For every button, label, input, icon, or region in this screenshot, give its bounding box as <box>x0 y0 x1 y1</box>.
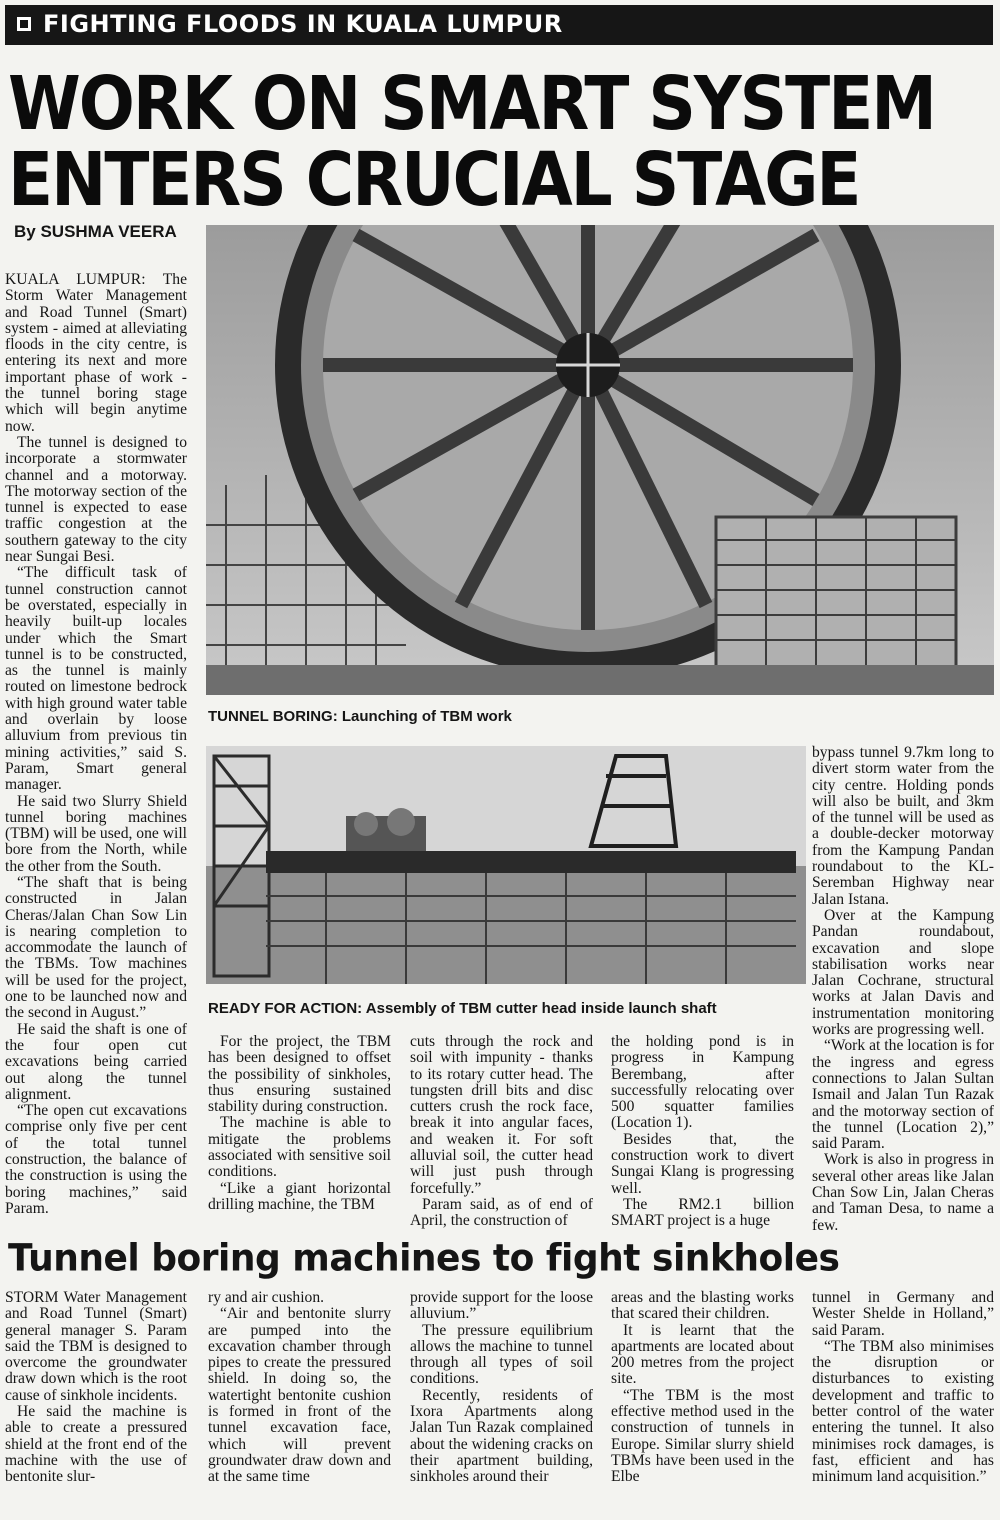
photo-launch-shaft <box>206 746 806 984</box>
photo-caption-1: TUNNEL BORING: Launching of TBM work <box>208 708 512 725</box>
sub-article-column-3 <box>410 1290 593 1486</box>
sub-article-column-1 <box>5 1290 187 1486</box>
sub-article-column-2 <box>208 1290 391 1486</box>
paragraph: “The TBM also minimises the disruption or disturbances to existing development and traffic to better control of the water entering the tunnel. It also minimises rock damages, is fast, efficient and has minimum land acquisition.” <box>812 1337 994 1486</box>
paragraph: The machine is able to mitigate the problems associated with sensitive soil conditions. <box>208 1114 391 1181</box>
paragraph: Recently, residents of Ixora Apartments along Jalan Tun Razak complained about the widening cracks on their apartment building, sinkholes around their <box>410 1386 593 1486</box>
paragraph: It is learnt that the apartments are located about 200 metres from the project site. <box>611 1321 794 1388</box>
paragraph: “The open cut excavations comprise only five per cent of the total tunnel construction, the balance of the construction is using the boring machines,” said Param. <box>5 1102 187 1217</box>
paragraph: The RM2.1 billion SMART project is a huge <box>611 1195 794 1230</box>
headline-line-2: ENTERS CRUCIAL STAGE <box>8 136 860 224</box>
paragraph: Besides that, the construction work to divert Sungai Klang is progressing well. <box>611 1130 794 1197</box>
kicker-text: FIGHTING FLOODS IN KUALA LUMPUR <box>43 10 563 38</box>
sub-headline-text: Tunnel boring machines to fight sinkholes <box>8 1236 840 1281</box>
article-column-4 <box>611 1034 794 1230</box>
paragraph: areas and the blasting works that scared their children. <box>611 1289 794 1323</box>
paragraph: He said two Slurry Shield tunnel boring machines (TBM) will be used, one will bore from the North, while the other from the South. <box>5 792 187 875</box>
sub-article-column-5 <box>812 1290 994 1486</box>
section-kicker <box>5 5 993 45</box>
article-column-1 <box>5 272 187 1217</box>
paragraph: the holding pond is in progress in Kampung Berembang, after successfully relocating over 500 squatter families (Location 1). <box>611 1033 794 1132</box>
paragraph: tunnel in Germany and Wester Shelde in Holland,” said Param. <box>812 1289 994 1339</box>
paragraph: Work is also in progress in several other areas like Jalan Chan Sow Lin, Jalan Cheras and Taman Desa, to name a few. <box>812 1151 994 1234</box>
paragraph: Over at the Kampung Pandan roundabout, excavation and slope stabilisation works near Jalan Cochrane, structural works at Jalan Davis and instrumentation monitoring works are progressing well. <box>812 906 994 1039</box>
paragraph: STORM Water Management and Road Tunnel (Smart) general manager S. Param said the TBM is designed to overcome the groundwater draw down which is the root cause of sinkhole incidents. <box>5 1289 187 1404</box>
paragraph: “Work at the location is for the ingress and egress connections to Jalan Sultan Ismail and Jalan Tun Razak and the motorway section of the tunnel (Location 2),” said Param. <box>812 1037 994 1153</box>
paragraph: bypass tunnel 9.7km long to divert storm water from the city centre. Holding ponds will also be built, and 3km of the tunnel will be used as a double-decker motorway from the Kampung Pandan roundabout to the KL-Seremban Highway near Jalan Istana. <box>812 744 994 908</box>
paragraph: “Air and bentonite slurry are pumped into the excavation chamber through pipes to create the pressured shield. In doing so, the watertight bentonite cushion is formed in front of the tunnel excavation face, which will prevent groundwater draw down and at the same time <box>208 1305 391 1486</box>
paragraph: He said the machine is able to create a pressured shield at the front end of the machine with the use of bentonite slur- <box>5 1403 187 1486</box>
photo-caption-2: READY FOR ACTION: Assembly of TBM cutter head inside launch shaft <box>208 1000 717 1017</box>
paragraph: “The shaft that is being constructed in Jalan Cheras/Jalan Chan Sow Lin is nearing completion to accommodate the launch of the TBMs. Tow machines will be used for the project, one to be launched now and the second in August.” <box>5 873 187 1022</box>
paragraph: “The TBM is the most effective method used in the construction of tunnels in Europe. Similar slurry shield TBMs have been used in the Elbe <box>611 1386 794 1486</box>
paragraph: Param said, as of end of April, the construction of <box>410 1195 593 1230</box>
article-column-5 <box>812 745 994 1234</box>
paragraph: The tunnel is designed to incorporate a stormwater channel and a motorway. The motorway section of the tunnel is expected to ease traffic congestion at the southern gateway to the city near Sungai Besi. <box>5 433 187 566</box>
photo-tbm-cutter-head <box>206 225 994 695</box>
headline <box>8 60 993 224</box>
headline-line-1: WORK ON SMART SYSTEM <box>8 60 935 148</box>
paragraph: He said the shaft is one of the four open cut excavations being carried out along the tunnel alignment. <box>5 1020 187 1103</box>
article-column-2 <box>208 1034 391 1213</box>
paragraph: cuts through the rock and soil with impunity - thanks to its rotary cutter head. The tungsten drill bits and disc cutters crush the rock face, break it into angular faces, and weaken it. For soft alluvial soil, the cutter head will just push through forcefully.” <box>410 1033 593 1197</box>
paragraph: The pressure equilibrium allows the machine to tunnel through all types of soil conditions. <box>410 1321 593 1388</box>
byline: By SUSHMA VEERA <box>14 222 177 241</box>
paragraph: ry and air cushion. <box>208 1289 325 1306</box>
checkbox-square-icon <box>17 17 31 31</box>
paragraph: KUALA LUMPUR: The Storm Water Management and Road Tunnel (Smart) system - aimed at alleviating floods in the city centre, is entering its next and more important phase of work - the tunnel boring stage which will begin anytime now. <box>5 271 187 435</box>
sub-headline <box>8 1238 839 1279</box>
launch-shaft-illustration <box>206 746 806 984</box>
paragraph: For the project, the TBM has been designed to offset the possibility of sinkholes, thus ensuring sustained stability during construction. <box>208 1033 391 1116</box>
sub-article-column-4 <box>611 1290 794 1486</box>
paragraph: “The difficult task of tunnel construction cannot be overstated, especially in heavily built-up locales under which the Smart tunnel is to be constructed, as the tunnel is mainly routed on limestone bedrock with high ground water table and overlain by loose alluvium from previous tin mining activities,” said S. Param, Smart general manager. <box>5 564 187 794</box>
paragraph: “Like a giant horizontal drilling machine, the TBM <box>208 1179 391 1213</box>
cutter-head-illustration <box>206 225 994 695</box>
paragraph: provide support for the loose alluvium.” <box>410 1289 593 1323</box>
article-column-3 <box>410 1034 593 1230</box>
